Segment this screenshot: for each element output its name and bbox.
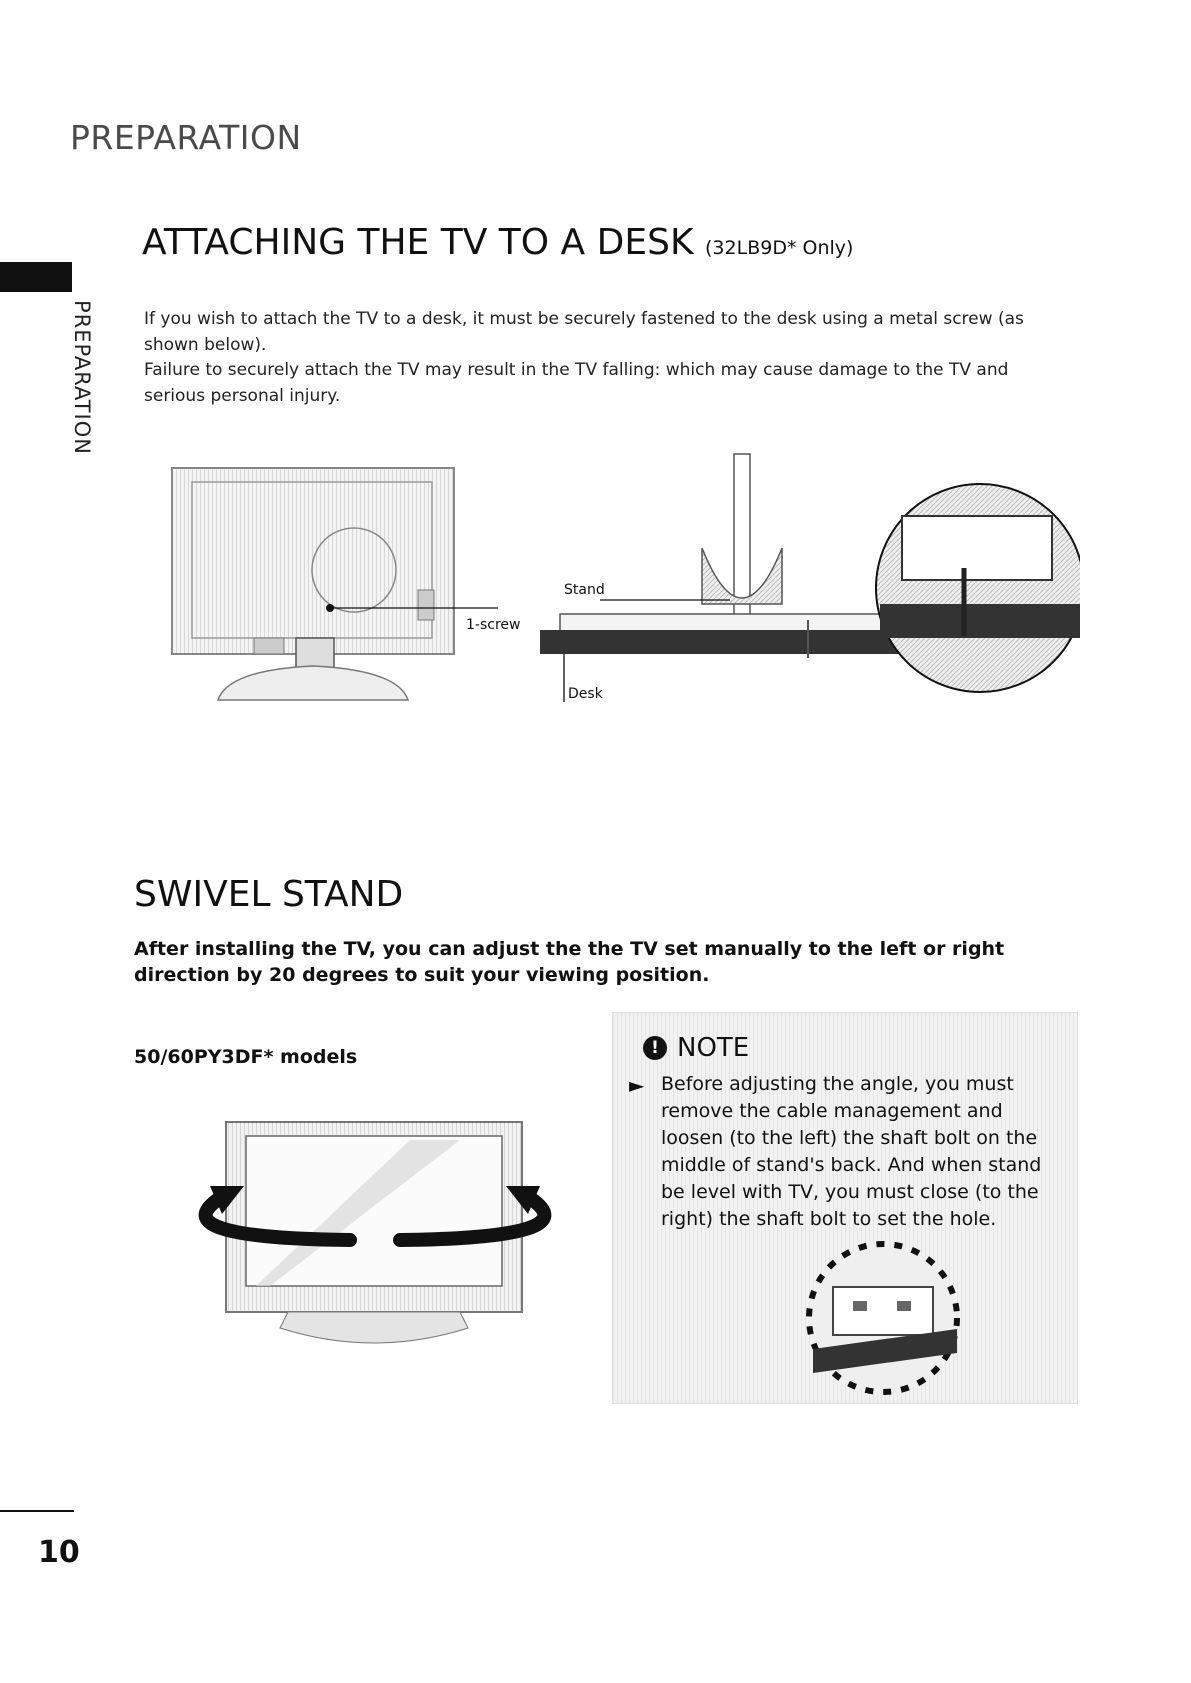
attach-model-note: (32LB9D* Only): [705, 237, 854, 259]
note-title: NOTE: [677, 1033, 750, 1063]
shaft-bolt-detail-illustration: [793, 1233, 973, 1403]
swivel-model-label: 50/60PY3DF* models: [134, 1046, 358, 1068]
swivel-title: SWIVEL STAND: [134, 874, 404, 915]
attach-title: ATTACHING THE TV TO A DESK: [142, 222, 694, 263]
swivel-paragraph: After installing the TV, you can adjust the the TV set manually to the left or right direction by 20 degrees to suit your viewing position.: [134, 938, 1005, 986]
exclamation-icon: !: [643, 1036, 667, 1060]
desk-side-illustration: [530, 418, 1080, 718]
note-title-row: [643, 1033, 749, 1063]
section-header: PREPARATION: [70, 118, 302, 157]
side-tab-marker: [0, 262, 72, 292]
side-tab-label: PREPARATION: [70, 300, 94, 455]
attach-paragraph-1: If you wish to attach the TV to a desk, it must be securely fastened to the desk using a metal screw (as shown below).: [144, 309, 1024, 355]
screw-label: 1-screw: [466, 617, 521, 633]
page-number: 10: [38, 1535, 80, 1570]
tv-back-illustration: [168, 460, 528, 710]
stand-label: Stand: [564, 582, 605, 598]
note-text: Before adjusting the angle, you must remove the cable management and loosen (to the left) the shaft bolt on the middle of stand's back. And when stand be level with TV, you must close (to the right) the shaft bolt to set the hole.: [661, 1073, 1042, 1230]
swivel-tv-illustration: [160, 1110, 590, 1350]
attach-paragraph-2: Failure to securely attach the TV may result in the TV falling: which may cause damage to the TV and serious personal injury.: [144, 360, 1009, 406]
footer-line: [0, 1510, 74, 1512]
note-box: [612, 1012, 1078, 1404]
attach-title-line: [142, 222, 853, 263]
desk-label: Desk: [568, 686, 603, 702]
triangle-bullet-icon: ►: [629, 1073, 645, 1097]
